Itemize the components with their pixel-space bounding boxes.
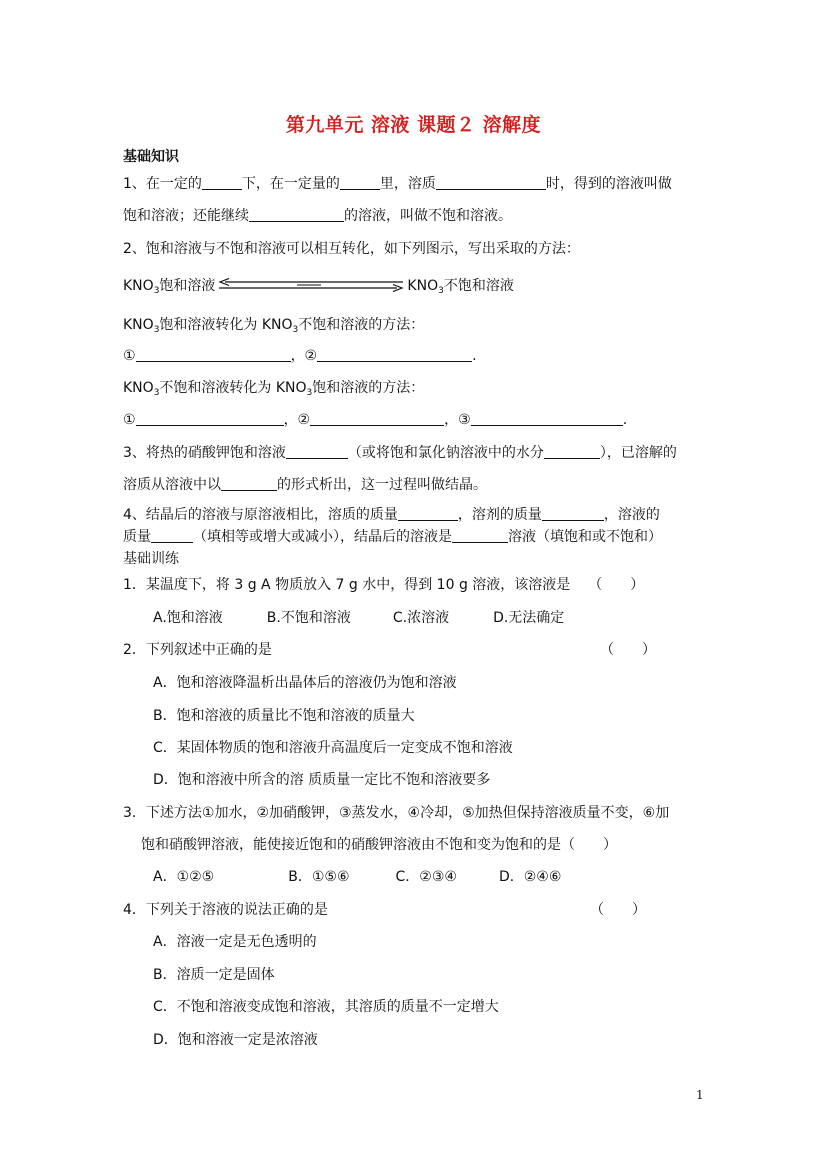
- page-number: 1: [696, 1088, 704, 1102]
- option-a[interactable]: A．饱和溶液降温析出晶体后的溶液仍为饱和溶液: [153, 675, 457, 691]
- question-1-text: 1、在一定的: [123, 176, 202, 192]
- option-d[interactable]: D.无法确定: [493, 610, 565, 626]
- option-c[interactable]: C．②③④: [395, 869, 457, 885]
- question-1-text: 的溶液，叫做不饱和溶液。: [344, 208, 512, 224]
- answer-blank[interactable]: [436, 175, 546, 190]
- mc-question-4-stem: 4．下列关于溶液的说法正确的是: [123, 902, 328, 918]
- question-3-line-1: 3、将热的硝酸钾饱和溶液 （或将饱和氯化钠溶液中的水分 ），已溶解的: [123, 445, 677, 461]
- conversion-diagram: [123, 277, 514, 300]
- answer-blank[interactable]: [398, 506, 458, 521]
- option-d[interactable]: D．②④⑥: [498, 869, 562, 885]
- option-d[interactable]: D．饱和溶液中所含的溶 质质量一定比不饱和溶液要多: [153, 772, 491, 788]
- option-a[interactable]: A．溶液一定是无色透明的: [153, 934, 317, 950]
- option-b[interactable]: B．饱和溶液的质量比不饱和溶液的质量大: [153, 708, 415, 724]
- mc-question-1-options: [153, 609, 564, 627]
- answer-paren[interactable]: （ ）: [588, 577, 645, 593]
- option-c[interactable]: C．某固体物质的饱和溶液升高温度后一定变成不饱和溶液: [153, 740, 513, 756]
- answer-blank[interactable]: [542, 506, 604, 521]
- answer-blank[interactable]: [452, 528, 508, 543]
- answer-blank[interactable]: [317, 347, 472, 362]
- question-4-line-1: 4、结晶后的溶液与原溶液相比，溶质的质量 ，溶剂的质量 ，溶液的: [123, 507, 660, 523]
- section-heading-basic-knowledge: 基础知识: [123, 149, 179, 165]
- option-b[interactable]: B．溶质一定是固体: [153, 967, 275, 983]
- section-heading-training: 基础训练: [123, 551, 179, 567]
- question-4-line-2: 质量 （填相等或增大或减小），结晶后的溶液是 溶液（填饱和或不饱和）: [123, 529, 662, 545]
- answer-blank[interactable]: [221, 476, 277, 491]
- answer-blank[interactable]: [136, 347, 291, 362]
- question-2-text: 2、饱和溶液与不饱和溶液可以相互转化，如下列图示，写出采取的方法：: [123, 241, 580, 257]
- answer-blank[interactable]: [310, 411, 444, 426]
- answer-blank[interactable]: [151, 528, 193, 543]
- option-a[interactable]: A.饱和溶液: [153, 610, 223, 626]
- answer-blank[interactable]: [249, 207, 344, 222]
- question-1-text: 饱和溶液；还能继续: [123, 208, 249, 224]
- option-b[interactable]: B.不饱和溶液: [266, 610, 351, 626]
- option-c[interactable]: C.浓溶液: [392, 610, 450, 626]
- answer-paren[interactable]: （ ）: [600, 642, 656, 658]
- page-title: 第九单元 溶液 课题２ 溶解度: [285, 114, 542, 136]
- question-1-text: 里，溶质: [379, 176, 436, 192]
- answer-blank[interactable]: [286, 444, 348, 459]
- answer-blank[interactable]: [340, 175, 380, 190]
- bidirectional-arrow-icon: [217, 278, 405, 292]
- mc-question-2-stem: 2．下列叙述中正确的是: [123, 642, 272, 658]
- diagram-right-label: $KNO_3$不饱和溶液: [407, 278, 514, 296]
- option-b[interactable]: B．①⑤⑥: [288, 869, 350, 885]
- answer-blank[interactable]: [202, 175, 242, 190]
- option-a[interactable]: A．①②⑤: [153, 869, 215, 885]
- option-c[interactable]: C．不饱和溶液变成饱和溶液，其溶质的质量不一定增大: [153, 999, 499, 1015]
- answer-blank[interactable]: [471, 411, 623, 426]
- option-d[interactable]: D．饱和溶液一定是浓溶液: [153, 1032, 318, 1048]
- answer-paren[interactable]: （ ）: [590, 902, 646, 918]
- diagram-left-label: $KNO_3$饱和溶液: [123, 278, 216, 296]
- mc-question-3-options: [153, 868, 561, 886]
- answer-blank[interactable]: [544, 444, 600, 459]
- question-3-line-2: 溶质从溶液中以 的形式析出，这一过程叫做结晶。: [123, 477, 487, 493]
- mc-question-1-stem: 1．某温度下，将 3 g A 物质放入 7 g 水中，得到 10 g 溶液，该溶液是 （ ）: [123, 577, 645, 593]
- question-1-line-1: [123, 175, 672, 193]
- answer-blank[interactable]: [136, 411, 284, 426]
- conversion-2-answers: ① ，② ，③ .: [123, 412, 628, 428]
- question-1-text: 下，在一定量的: [241, 176, 340, 192]
- mc-question-3-stem-line-1: 3．下述方法①加水，②加硝酸钾，③蒸发水，④冷却，⑤加热但保持溶液质量不变，⑥加: [123, 805, 670, 821]
- conversion-1-text: $KNO_3$饱和溶液转化为 $KNO_3$不饱和溶液的方法：: [123, 317, 425, 335]
- question-1-line-2: [123, 207, 512, 225]
- conversion-1-answers: ① ，② .: [123, 348, 477, 364]
- conversion-2-text: $KNO_3$不饱和溶液转化为 $KNO_3$饱和溶液的方法：: [123, 380, 425, 398]
- mc-question-3-stem-line-2: 饱和硝酸钾溶液，能使接近饱和的硝酸钾溶液由不饱和变为饱和的是（ ）: [141, 837, 617, 853]
- question-1-text: 时，得到的溶液叫做: [545, 176, 672, 192]
